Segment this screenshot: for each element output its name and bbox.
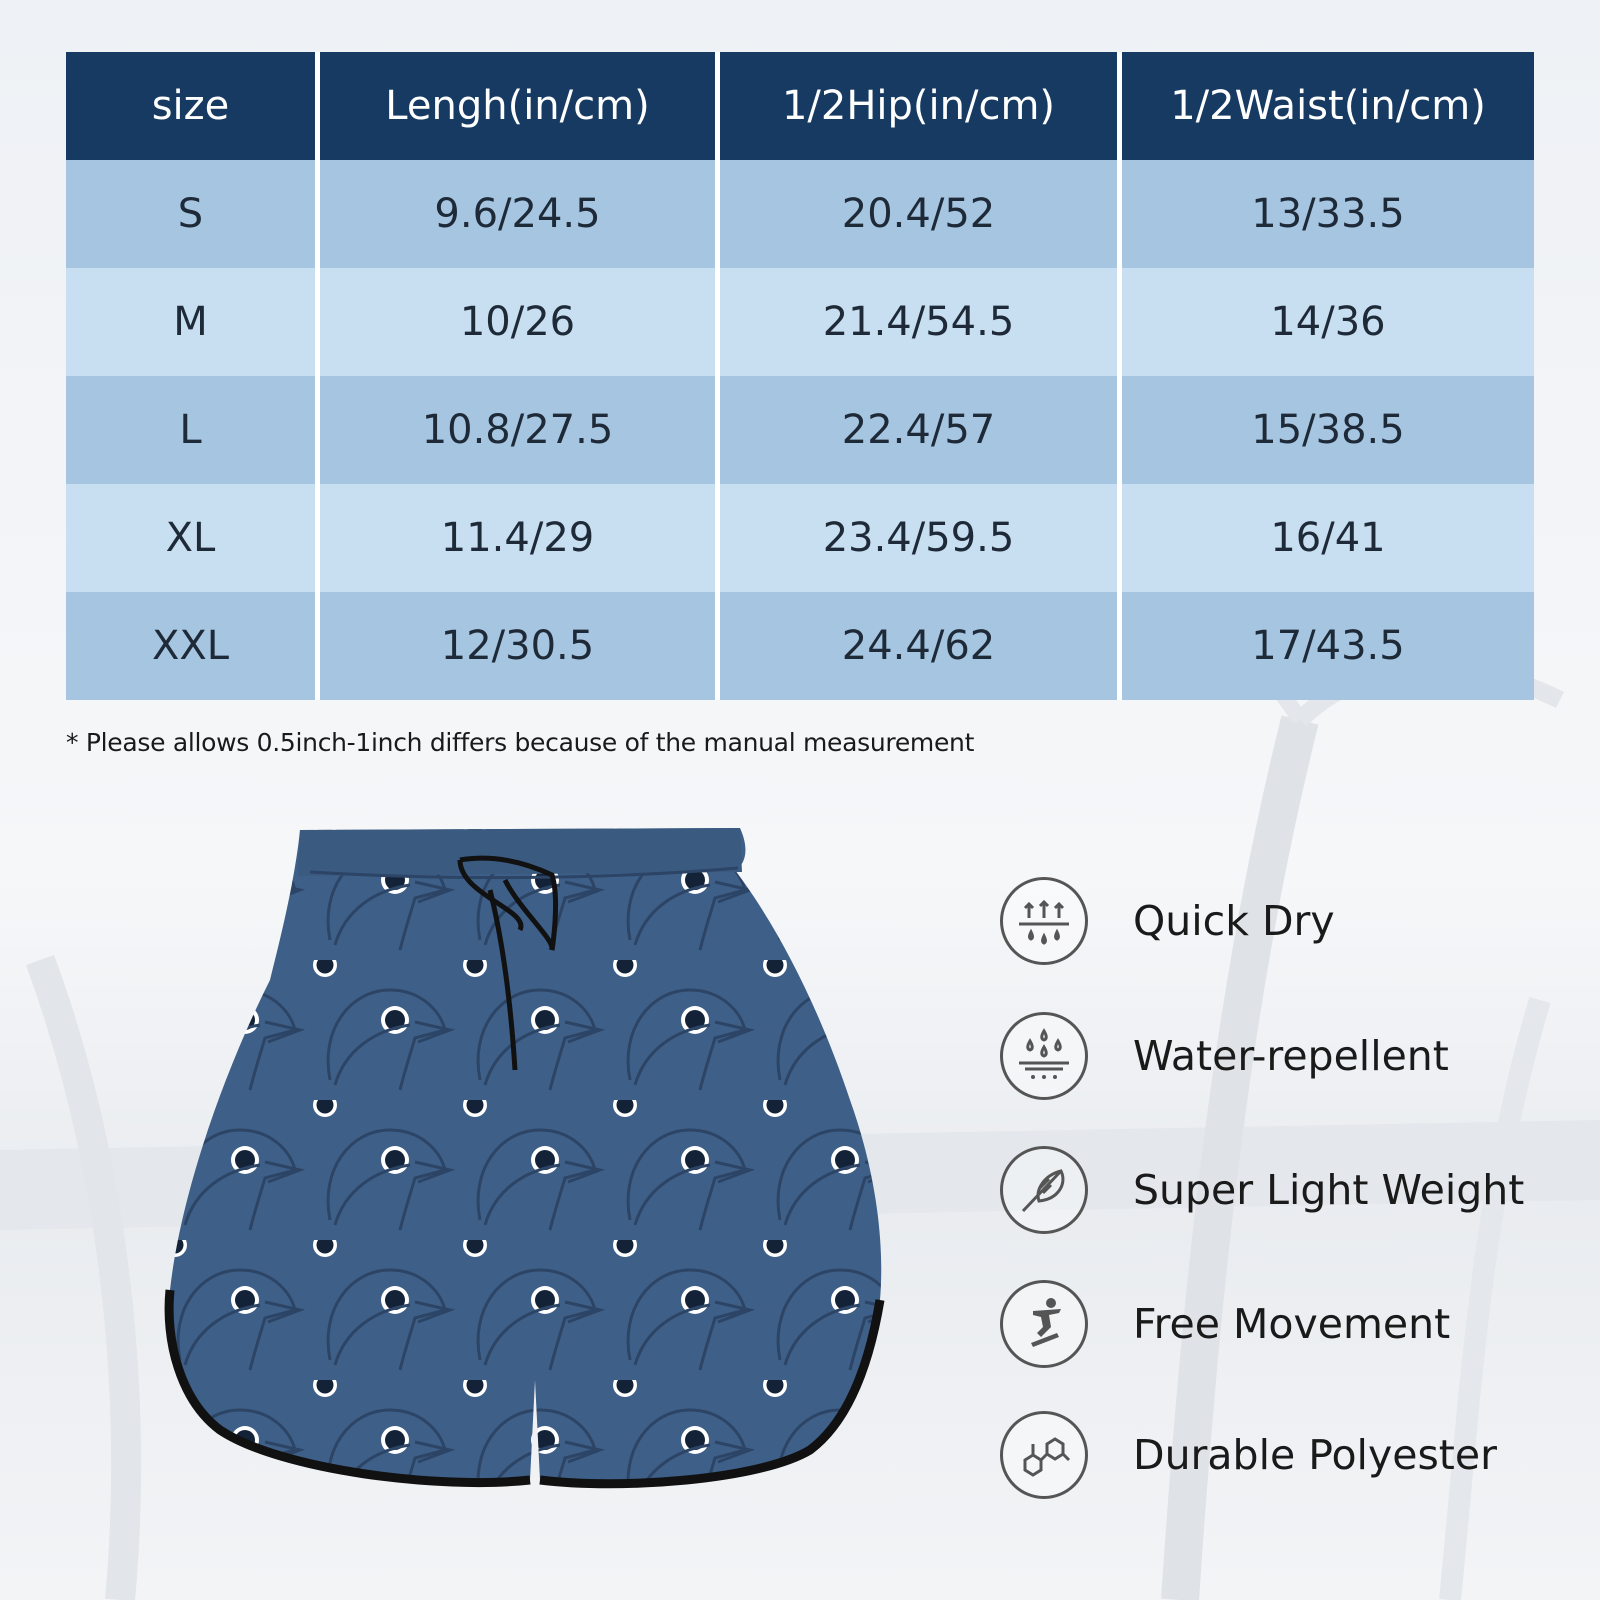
- header-half-hip: 1/2Hip(in/cm): [720, 52, 1122, 160]
- header-length: Lengh(in/cm): [320, 52, 720, 160]
- water-repellent-icon: [1000, 1012, 1088, 1100]
- size-cell: L: [66, 376, 320, 484]
- feature-label: Quick Dry: [1133, 897, 1335, 945]
- waist-cell: 17/43.5: [1122, 592, 1534, 700]
- waist-cell: 15/38.5: [1122, 376, 1534, 484]
- molecule-icon: [1000, 1411, 1088, 1499]
- feature-free-movement: [1000, 1274, 1560, 1374]
- hip-cell: 24.4/62: [720, 592, 1122, 700]
- size-cell: XL: [66, 484, 320, 592]
- quick-dry-icon: [1000, 877, 1088, 965]
- feature-super-light-weight: [1000, 1140, 1560, 1240]
- feather-icon: [1000, 1146, 1088, 1234]
- size-cell: M: [66, 268, 320, 376]
- feature-label: Super Light Weight: [1133, 1166, 1525, 1214]
- feature-label: Free Movement: [1133, 1300, 1451, 1348]
- length-cell: 11.4/29: [320, 484, 720, 592]
- length-cell: 10.8/27.5: [320, 376, 720, 484]
- shorts-product-image: [160, 820, 920, 1520]
- length-cell: 12/30.5: [320, 592, 720, 700]
- size-cell: S: [66, 160, 320, 268]
- hip-cell: 23.4/59.5: [720, 484, 1122, 592]
- feature-durable-polyester: [1000, 1405, 1560, 1505]
- measurement-note: * Please allows 0.5inch-1inch differs because of the manual measurement: [66, 728, 975, 757]
- feature-label: Water-repellent: [1133, 1032, 1449, 1080]
- size-cell: XXL: [66, 592, 320, 700]
- feature-quick-dry: [1000, 871, 1560, 971]
- length-cell: 9.6/24.5: [320, 160, 720, 268]
- waist-cell: 16/41: [1122, 484, 1534, 592]
- skateboarder-icon: [1000, 1280, 1088, 1368]
- header-size: size: [66, 52, 320, 160]
- waist-cell: 14/36: [1122, 268, 1534, 376]
- waist-cell: 13/33.5: [1122, 160, 1534, 268]
- feature-label: Durable Polyester: [1133, 1431, 1497, 1479]
- feature-water-repellent: [1000, 1006, 1560, 1106]
- length-cell: 10/26: [320, 268, 720, 376]
- header-half-waist: 1/2Waist(in/cm): [1122, 52, 1534, 160]
- hip-cell: 22.4/57: [720, 376, 1122, 484]
- hip-cell: 21.4/54.5: [720, 268, 1122, 376]
- size-chart-table: [66, 52, 1534, 700]
- hip-cell: 20.4/52: [720, 160, 1122, 268]
